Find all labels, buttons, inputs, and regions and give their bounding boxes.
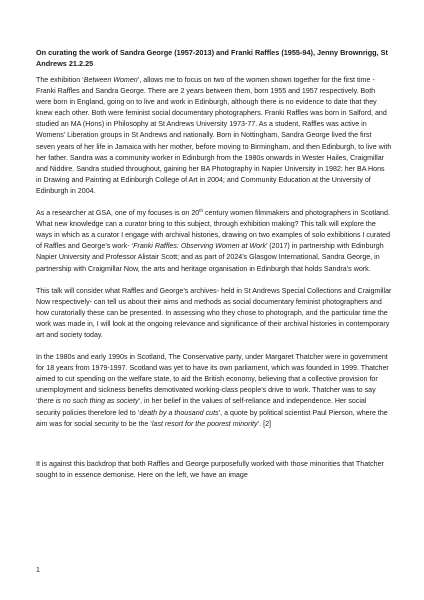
text-span: century women filmmakers and photographers in Scotland. What new knowledge can a curator bring to this subject, through exhibition making? This talk will explore the ways in which as a curator I engage with archival histories, drawing on two examples of solo exhibitions I curated of Raffles and George’s work- ‘ — [36, 209, 391, 251]
text-span: In the 1980s and early 1990s in Scotland, The Conservative party, under Margaret Thatcher were in government for 18 years from 1979-1997. Scotland was yet to have its own parliament, which was founded in 1999. Thatcher aimed to cut spending on the welfare state, to aid the British economy, believing that a collective provision for unemployment and sickness benefits demotivated working-class people’s drive to work. Thatcher was to say ‘ — [36, 353, 389, 406]
paragraph-backdrop: It is against this backdrop that both Raffles and George purposefully worked with those minorities that Thatcher sought to in essence demonise. Here on the left, we have an image — [36, 459, 384, 479]
page-number: 1 — [36, 567, 40, 574]
paragraph-archives: This talk will consider what Raffles and George’s archives- held in St Andrews Special Collections and Craigmillar Now respectively- can tell us about their aims and methods as social documentary feminist photographers and how curatorially these can be presented. In assessing who they chose to photograph, and the particular time the work was made in, I will look at the ongoing relevance and significance of their archival histories in contemporary art and society today. — [36, 286, 392, 339]
exhibition-title: Between Women — [83, 76, 138, 84]
text-span: ’, in her belief in the values of self-reliance and independence. Her social security policies therefore led to ‘ — [36, 397, 367, 417]
text-span: ’, a quote by political scientist Paul Pierson, where the aim was for social security to be the ‘ — [36, 408, 388, 428]
text-span: ’. [2] — [257, 419, 271, 428]
quote: death by a thousand cuts — [139, 408, 219, 417]
paragraph-research — [36, 208, 392, 275]
paragraph-introduction — [36, 75, 392, 197]
quote: there is no such thing as society — [37, 397, 139, 406]
quote: last resort for the poorest minority — [151, 419, 258, 428]
exhibition-title: Franki Raffles: Observing Women at Work — [133, 242, 266, 251]
ordinal-suffix: th — [199, 208, 204, 214]
paragraph-thatcher — [36, 352, 392, 430]
text-span: ’, allows me to focus on two of the women shown together for the first time - Franki Raffles and Sandra George. There are 2 years between them, born 1955 and 1957 respectively. Both were born in England, going on to live and work in Edinburgh, although there is no evidence to date that they knew each other. Both were feminist social documentary photographers. Franki Raffles was born in Salford, and studied an MA (Hons) in Philosophy at St Andrews University 1973-77. As a student, Raffles was active in Womens’ Liberation groups in St Andrews and nationally. Born in Nottingham, Sandra George lived the first seven years of her life in Jamaica with her mother, before moving to Birmingham, and then Edinburgh, to live with her father. Sandra was a community worker in Edinburgh from the 1980s onwards in Wester Hailes, Craigmillar and Niddire. Sandra studied throughout, gaining her BA Photography in Napier University in 1982; her BA Hons in Drawing and Painting at Edinburgh College of Art in 2004; and Community Education at the University of Edinburgh in 2004. — [36, 76, 392, 195]
text-span: The exhibition ‘ — [36, 76, 84, 84]
document-title: On curating the work of Sandra George (1957-2013) and Franki Raffles (1955-94), Jenny Brownrigg, St Andrews 21.2.25 — [36, 48, 388, 68]
text-span: ’ (2017) in partnership with Edinburgh Napier University and Professor Alistair Scott; and as part of 2024’s Glasgow International, Sandra George, in partnership with Craigmillar Now, the arts and heritage organisation in Edinburgh that holds Sandra’s work. — [36, 242, 384, 273]
text-span: As a researcher at GSA, one of my focuses is on 20 — [36, 209, 200, 218]
